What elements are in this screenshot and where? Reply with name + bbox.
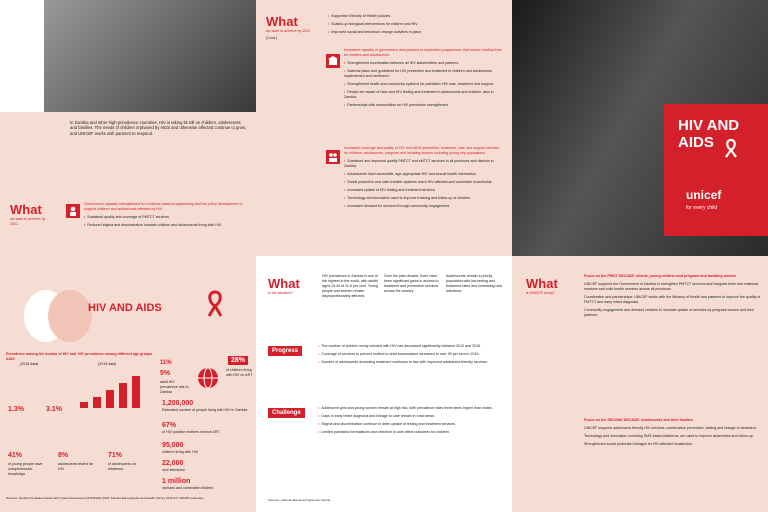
progress-item: • The number of children newly infected with HIV has decreased significantly between 2010 and 2016. <box>318 344 506 349</box>
block1 <box>344 48 504 111</box>
bottom-stat1: 41% <box>8 452 23 459</box>
situation-panel <box>256 256 512 512</box>
what-subtitle: is UNICEF doing? <box>526 291 555 295</box>
stat2: 28% <box>228 356 248 365</box>
what-title: What <box>268 276 300 291</box>
what-subtitle: we want to achieve by 2021 <box>266 29 311 33</box>
age-bar-chart <box>80 374 140 408</box>
family-icon <box>326 150 340 164</box>
bar <box>132 376 140 408</box>
goal-item: • Reduced stigma and discrimination towards children and adolescents living with HIV. <box>84 223 248 228</box>
infographic-title: HIV AND AIDS <box>88 302 162 314</box>
challenge-item: • Stigma and discrimination continue to deter uptake of testing and treatment services. <box>318 422 506 427</box>
what-title: What <box>266 14 298 29</box>
bottom-stat3: 71% <box>108 452 123 459</box>
silhouette-heads <box>18 286 98 346</box>
top-bullets <box>328 14 504 38</box>
decade1-para: Community engagement and demand creation to increase uptake of services by pregnant women and their partners. <box>584 308 755 317</box>
bar <box>80 402 88 408</box>
pct-a: 1.3% <box>8 406 24 413</box>
challenge-item: • Limited paediatric formulations and retention in care affect outcomes for children. <box>318 430 506 435</box>
intro-col1: HIV prevalence in Zambia is one of the highest in the world, with adults aged 15-49 at 11.6 per cent. Young people and women remain disproportionately affected. <box>322 274 378 298</box>
top-middle-panel <box>256 0 512 256</box>
progress-list <box>318 344 506 368</box>
progress-item: • Coverage of services to prevent mother-to-child transmission increased to over 90 per cent in 2016. <box>318 352 506 357</box>
top-bullet: • Improved social and behaviour change activities in place. <box>328 30 504 35</box>
intro-text: In Zambia and other high-prevalence countries, HIV is taking its toll on children, adolescents and families. The needs of children orphaned by AIDS and otherwise affected continue to grow, and UNICEF works with partners to respond. <box>70 120 247 136</box>
num2: 67% <box>162 422 177 429</box>
progress-item: • Number of adolescents accessing treatment continues to rise with improved adolescent-friendly services. <box>318 360 506 365</box>
pie1-title: Prevalence among the burden of HIV and AIDS <box>6 352 77 361</box>
building-icon <box>326 54 340 68</box>
pct-b: 3.1% <box>46 406 62 413</box>
block2 <box>344 146 504 212</box>
top-bullet: • Scaled-up biological interventions for children and HIV. <box>328 22 504 27</box>
block2-title: Increased coverage and quality of HIV and AIDS prevention, treatment, care and support services for children, adolescents, pregnant and lactating women including young key populations. <box>344 146 500 155</box>
decade1-block <box>584 274 762 321</box>
goal-block <box>84 202 248 231</box>
infographic-panel <box>0 256 256 512</box>
continued-label: (Cont.) <box>266 36 277 40</box>
globe-icon <box>196 366 220 390</box>
num3: 95,000 <box>162 442 184 449</box>
bottom-stat2-text: adolescents tested for HIV <box>58 462 94 471</box>
cover-title-line1: HIV AND <box>678 117 740 134</box>
what-title: What <box>526 276 558 291</box>
cover-title-box <box>664 104 768 174</box>
decade1-para: Coordination and partnerships: UNICEF works with the Ministry of Health and partners to improve the quality of PMTCT and early infant diagnosis. <box>584 295 761 304</box>
block1-title: Increased capacity of government and partners to implement programmes that ensure healthy lives for children and adolescents. <box>344 48 502 57</box>
block2-item: • Increased demand for services through community engagement. <box>344 204 504 209</box>
bottom-stat3-text: of adolescents on treatment <box>108 462 137 471</box>
decade2-para: Strengthened social protection linkages for HIV-affected households. <box>584 442 694 446</box>
top-left-panel <box>0 0 256 256</box>
block2-item: • Technology and innovation used to improve tracking and follow-up of children. <box>344 196 504 201</box>
what-block <box>268 276 318 296</box>
bottom-stat2: 8% <box>58 452 69 459</box>
block1-item: • People are aware of risks and HIV testing and treatment in adolescents and children, also in Zambia. <box>344 90 504 100</box>
block1-item: • Partnerships with communities for HIV prevention strengthened. <box>344 103 504 108</box>
pie2-title: HIV prevalence among different age groups <box>78 352 153 356</box>
decade2-para: Technology and innovation, including SMS-based platforms, are used to improve awareness and follow-up. <box>584 434 754 438</box>
intro-col3: Adolescents remain a priority population with low testing and treatment rates and increasing new infections. <box>446 274 503 293</box>
what-block <box>526 276 576 296</box>
bar <box>106 390 114 408</box>
goal-item: • Sustained quality and coverage of PMTCT services. <box>84 215 248 220</box>
num2-text: of HIV positive mothers receive ART <box>162 430 220 434</box>
stat1: 5% <box>160 370 171 377</box>
unicef-logo: unicef <box>686 188 722 202</box>
bar <box>119 383 127 408</box>
situation-footnote: Sources: national data and programme reports. <box>268 498 331 502</box>
bar <box>93 397 101 408</box>
mother-child-photo <box>44 0 256 112</box>
block2-item: • Adolescents have accessible, age-appropriate HIV and sexual health information. <box>344 172 504 177</box>
decade1-para: UNICEF supports the Government of Zambia to strengthen PMTCT services and integrate them into maternal, newborn and child health services across all provinces. <box>584 282 760 291</box>
ribbon-icon <box>206 290 224 318</box>
unicef-tagline: for every child <box>686 205 718 211</box>
challenge-item: • Adolescent girls and young women remain at high risk, with prevalence rates three times higher than males. <box>318 406 506 411</box>
num4-text: new infections <box>162 468 185 472</box>
stat2-text: of children living with HIV on ART <box>226 368 253 377</box>
block1-item: • Strengthened health and community systems for paediatric HIV care, treatment and support. <box>344 82 504 87</box>
decade2-block <box>584 418 762 450</box>
cover-title-line2: AIDS <box>678 134 714 151</box>
decade2-para: UNICEF supports adolescent-friendly HIV services, combination prevention, testing and linkage to treatment. <box>584 426 757 430</box>
num3-text: children living with HIV <box>162 450 199 454</box>
num5-text: orphans and vulnerable children <box>162 486 214 490</box>
stat1-text: adult HIV prevalence rate in Zambia <box>160 380 189 394</box>
unicef-box <box>664 174 768 236</box>
red-ribbon-icon <box>724 138 738 158</box>
pie1-sub: (2016 data) <box>20 362 39 366</box>
num1-text: Estimated number of people living with HIV in Zambia <box>162 408 248 412</box>
decade1-heading: Focus on the FIRST DECADE: Infants, young children and pregnant and lactating women <box>584 274 736 278</box>
people-icon <box>66 204 80 218</box>
what-block <box>10 202 50 227</box>
block2-item: • Increased uptake of HIV testing and treatment services. <box>344 188 504 193</box>
intro-col2: Over the past decade, there have been significant gains in access to treatment and prevention services across the country. <box>384 274 439 293</box>
block2-item: • Sustained and improved quality PMTCT and eMTCT services in all provinces and districts in Zambia. <box>344 159 504 169</box>
block2-item: • Social protection and cash transfer systems reach HIV-affected and vulnerable households. <box>344 180 504 185</box>
infographic-footnote: Sources: Zambia Population-based HIV Impact Assessment (ZAMPHIA) 2016; Zambia Demographic and Health Survey 2013-14; UNAIDS estimates. <box>6 496 205 500</box>
block1-item: • Strengthened coordination between all HIV stakeholders and partners. <box>344 61 504 66</box>
intro-block <box>0 112 256 256</box>
num1: 1,200,000 <box>162 400 194 407</box>
progress-label: Progress <box>268 346 302 356</box>
num4: 22,000 <box>162 460 184 467</box>
what-subtitle: we want to achieve by 2021 <box>10 217 46 226</box>
what-subtitle: is the situation? <box>268 291 293 295</box>
challenge-list <box>318 406 506 438</box>
what-title: What <box>10 202 42 217</box>
challenge-item: • Gaps in early infant diagnosis and linkage to care remain in rural areas. <box>318 414 506 419</box>
decade2-heading: Focus on the SECOND DECADE: Adolescents and their families <box>584 418 693 422</box>
block1-item: • National plans and guidelines for HIV prevention and treatment in children and adolescents implemented and monitored. <box>344 69 504 79</box>
unicef-doing-panel <box>512 256 768 512</box>
bottom-stat1-text: of young people have comprehensive knowledge <box>8 462 43 476</box>
pct-c: 11% <box>160 360 172 366</box>
top-bullet: • Supportive Ministry of Health policies. <box>328 14 504 19</box>
num5: 1 million <box>162 478 191 485</box>
goal-text: Government capacity strengthened for evidence-based programming and the policy development to support children and adolescents affected by HIV. <box>84 202 243 211</box>
cover-panel <box>512 0 768 256</box>
what-block <box>266 14 316 41</box>
challenge-label: Challenge <box>268 408 305 418</box>
pie2-sub: (2016 data) <box>98 362 117 366</box>
